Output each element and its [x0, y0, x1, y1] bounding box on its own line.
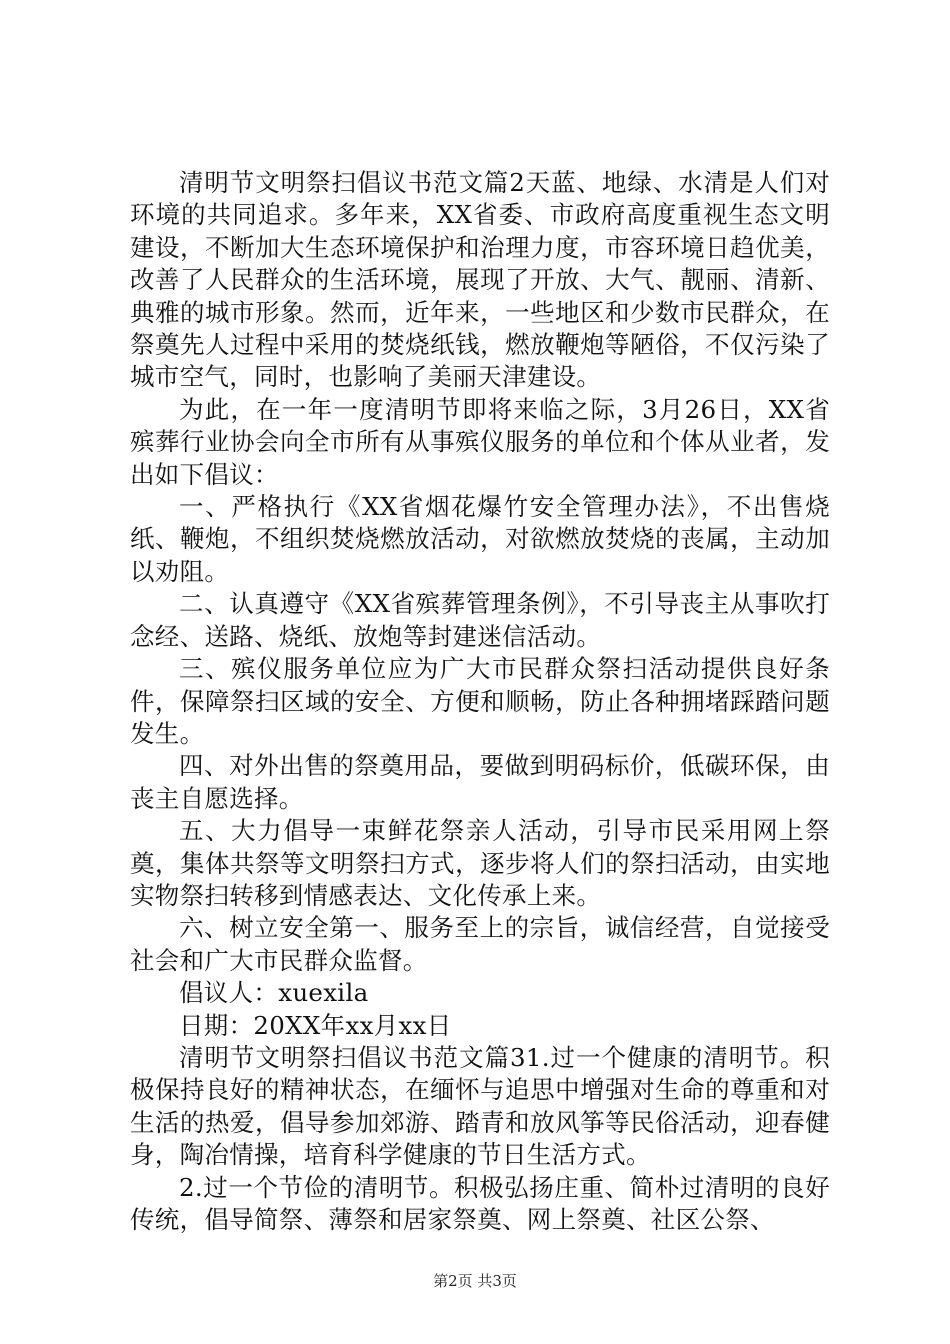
paragraph-date: 日期：20XX年xx月xx日 — [179, 1010, 452, 1040]
page-number-footer: 第2页 共3页 — [433, 1272, 517, 1290]
paragraph-article-3-point-1: 清明节文明祭扫倡议书范文篇31.过一个健康的清明节。积极保持良好的精神状态，在缅怀与追思中增强对生命的尊重和对生活的热爱，倡导参加郊游、踏青和放风筝等民俗活动，迎春健身，陶冶情操，培育科学健康的节日生活方式。 — [130, 1042, 830, 1170]
paragraph-article-3-point-2: 2.过一个节俭的清明节。积极弘扬庄重、简朴过清明的良好传统，倡导简祭、薄祭和居家祭奠、网上祭奠、社区公祭、 — [130, 1172, 830, 1234]
paragraph-item-4: 四、对外出售的祭奠用品，要做到明码标价，低碳环保，由丧主自愿选择。 — [130, 751, 830, 813]
paragraph-item-2: 二、认真遵守《XX省殡葬管理条例》，不引导丧主从事吹打念经、送路、烧纸、放炮等封建迷信活动。 — [130, 589, 830, 651]
paragraph-proposal-intro: 为此，在一年一度清明节即将来临之际，3月26日，XX省殡葬行业协会向全市所有从事殡仪服务的单位和个体从业者，发出如下倡议： — [130, 394, 830, 489]
paragraph-item-6: 六、树立安全第一、服务至上的宗旨，诚信经营，自觉接受社会和广大市民群众监督。 — [130, 913, 830, 975]
paragraph-item-5: 五、大力倡导一束鲜花祭亲人活动，引导市民采用网上祭奠，集体共祭等文明祭扫方式，逐步将人们的祭扫活动，由实地实物祭扫转移到情感表达、文化传承上来。 — [130, 816, 830, 910]
paragraph-signatory: 倡议人：xuexila — [179, 978, 369, 1008]
paragraph-item-1: 一、严格执行《XX省烟花爆竹安全管理办法》，不出售烧纸、鞭炮，不组织焚烧燃放活动，对欲燃放焚烧的丧属，主动加以劝阻。 — [130, 492, 830, 586]
paragraph-intro-article-2: 清明节文明祭扫倡议书范文篇2天蓝、地绿、水清是人们对环境的共同追求。多年来，XX省委、市政府高度重视生态文明建设，不断加大生态环境保护和治理力度，市容环境日趋优美，改善了人民群众的生活环境，展现了开放、大气、靓丽、清新、典雅的城市形象。然而，近年来，一些地区和少数市民群众，在祭奠先人过程中采用的焚烧纸钱，燃放鞭炮等陋俗，不仅污染了城市空气，同时，也影响了美丽天津建设。 — [130, 168, 830, 392]
document-body — [130, 167, 830, 1236]
paragraph-item-3: 三、殡仪服务单位应为广大市民群众祭扫活动提供良好条件，保障祭扫区域的安全、方便和顺畅，防止各种拥堵踩踏问题发生。 — [130, 654, 830, 748]
